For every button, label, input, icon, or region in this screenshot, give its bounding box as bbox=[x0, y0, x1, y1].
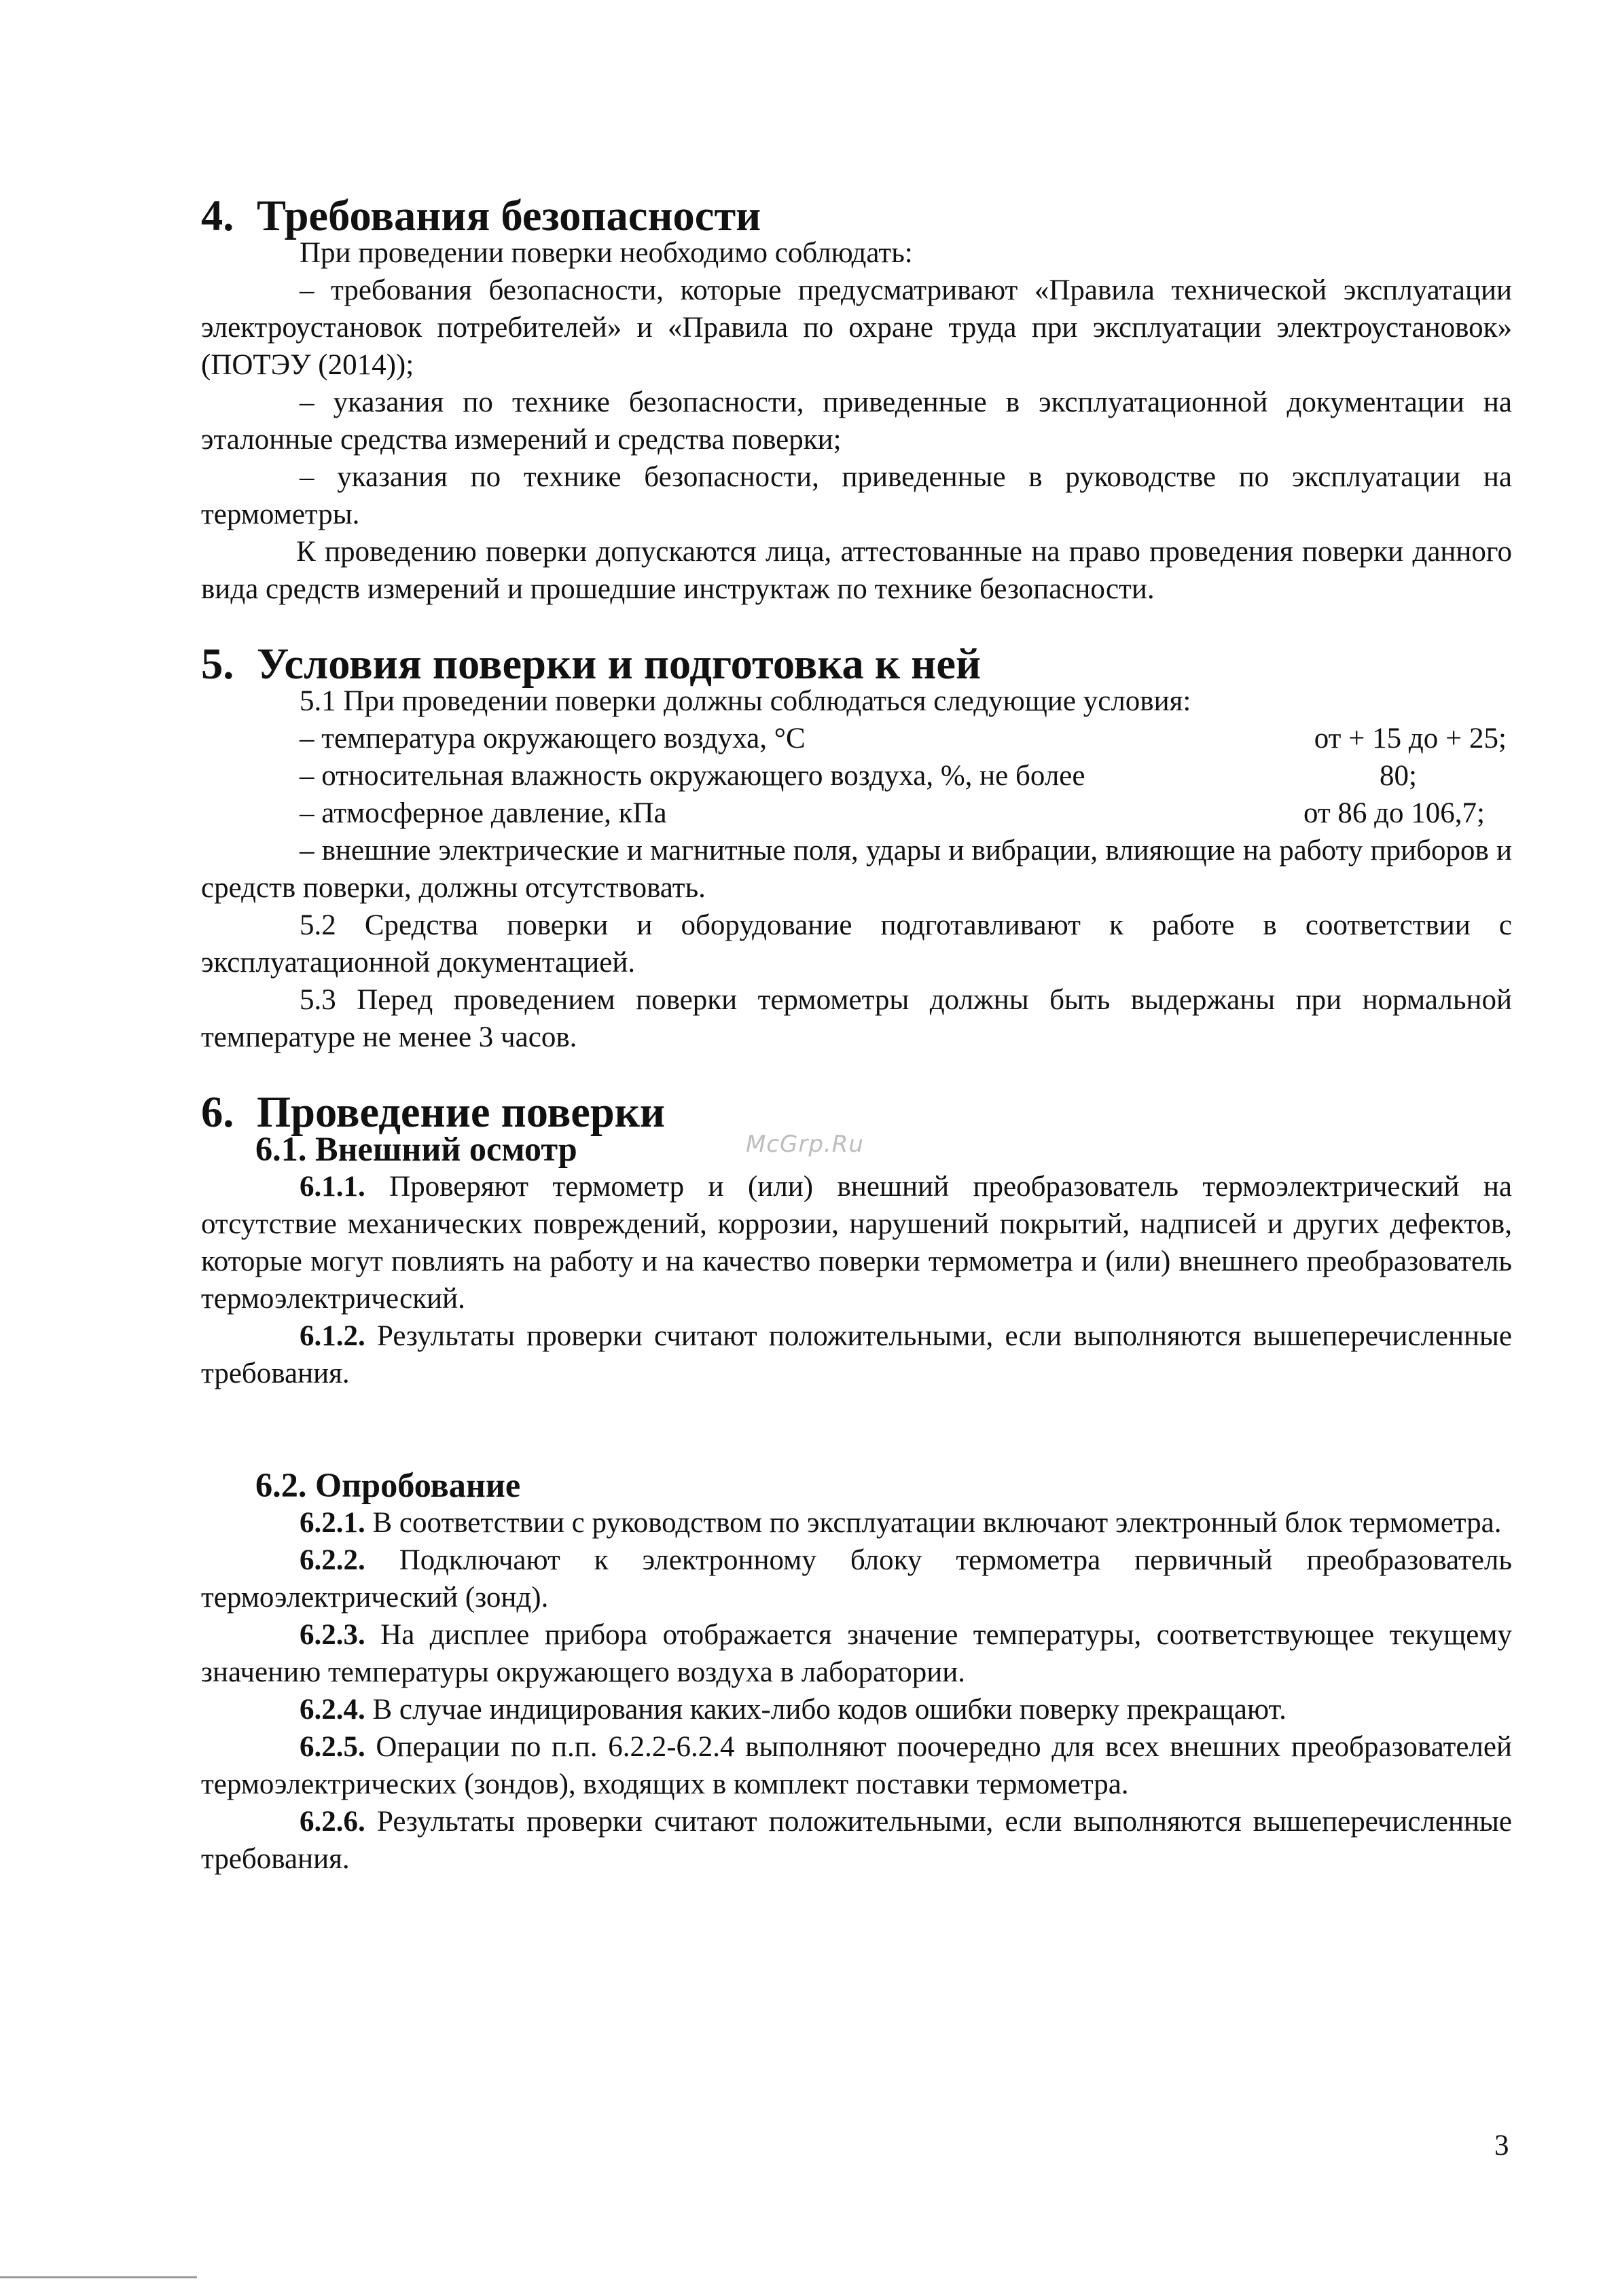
section-6-number: 6. bbox=[201, 1088, 234, 1136]
clause-text: В случае индицирования каких-либо кодов ошибки поверку прекращают. bbox=[365, 1694, 1286, 1726]
subsection-6-2-heading: 6.2. Опробование bbox=[255, 1466, 521, 1504]
section-4-intro: При проведении поверки необходимо соблюдать: bbox=[300, 237, 913, 269]
subsection-6-1-heading: 6.1. Внешний осмотр bbox=[255, 1130, 577, 1168]
section-4-heading bbox=[201, 192, 1512, 240]
clause-text: Результаты проверки считают положительными, если выполняются вышеперечисленные требования. bbox=[201, 1320, 1512, 1389]
condition-row bbox=[201, 795, 1512, 832]
condition-value: 80; bbox=[1380, 760, 1417, 792]
section-4-item: – требования безопасности, которые предусматривают «Правила технической эксплуатации электроустановок потребителей» и «Правила по охране труда при эксплуатации электроустановок» (ПОТЭУ (2014)); bbox=[201, 274, 1512, 381]
clause-number: 6.2.2. bbox=[300, 1544, 365, 1576]
clause-6-2-5 bbox=[201, 1728, 1512, 1803]
clause-text: На дисплее прибора отображается значение температуры, соответствующее текущему значению температуры окружающего воздуха в лаборатории. bbox=[201, 1619, 1512, 1688]
section-4-item: – указания по технике безопасности, приведенные в руководстве по эксплуатации на термометры. bbox=[201, 461, 1512, 530]
clause-6-2-4 bbox=[201, 1691, 1512, 1728]
condition-value: от 86 до 106,7; bbox=[1303, 797, 1485, 829]
clause-6-2-6 bbox=[201, 1803, 1512, 1878]
section-5-number: 5. bbox=[201, 640, 234, 688]
watermark: McGrp.Ru bbox=[746, 1131, 864, 1158]
clause-text: Результаты проверки считают положительными, если выполняются вышеперечисленные требования. bbox=[201, 1806, 1512, 1875]
clause-number: 6.1.2. bbox=[300, 1320, 365, 1352]
scan-edge-line bbox=[0, 2276, 197, 2278]
section-4-closing: К проведению поверки допускаются лица, аттестованные на право проведения поверки данного вида средств измерений и прошедшие инструктаж по технике безопасности. bbox=[201, 536, 1512, 605]
section-6-heading bbox=[201, 1088, 1512, 1136]
clause-text: Операции по п.п. 6.2.2-6.2.4 выполняют поочередно для всех внешних преобразователей термоэлектрических (зондов), входящих в комплект поставки термометра. bbox=[201, 1731, 1512, 1800]
section-4-number: 4. bbox=[201, 192, 234, 240]
condition-fields: – внешние электрические и магнитные поля, удары и вибрации, влияющие на работу приборов и средств поверки, должны отсутствовать. bbox=[201, 835, 1512, 904]
condition-value: от + 15 до + 25; bbox=[1314, 723, 1507, 754]
section-5-title: Условия поверки и подготовка к ней bbox=[257, 640, 982, 688]
clause-6-1-1 bbox=[201, 1168, 1512, 1317]
clause-5-1: 5.1 При проведении поверки должны соблюдаться следующие условия: bbox=[300, 685, 1191, 717]
page-number: 3 bbox=[1494, 2130, 1509, 2162]
section-4-item: – указания по технике безопасности, приведенные в эксплуатационной документации на эталонные средства измерений и средства поверки; bbox=[201, 386, 1512, 456]
condition-label: – относительная влажность окружающего воздуха, %, не более bbox=[300, 760, 1085, 792]
clause-number: 6.2.3. bbox=[300, 1619, 365, 1651]
condition-label: – температура окружающего воздуха, °С bbox=[300, 723, 806, 754]
clause-text: Подключают к электронному блоку термометра первичный преобразователь термоэлектрический (зонд). bbox=[201, 1544, 1512, 1614]
clause-text: Проверяют термометр и (или) внешний преобразователь термоэлектрический на отсутствие механических повреждений, коррозии, нарушений покрытий, надписей и других дефектов, которые могут повлиять на работу и на качество поверки термометра и (или) внешнего преобразователь термоэлектрический. bbox=[201, 1171, 1512, 1315]
condition-label: – атмосферное давление, кПа bbox=[300, 797, 667, 829]
section-4-title: Требования безопасности bbox=[257, 192, 761, 240]
clause-6-2-2 bbox=[201, 1542, 1512, 1616]
clause-6-2-1 bbox=[201, 1504, 1512, 1542]
clause-number: 6.1.1. bbox=[300, 1171, 365, 1203]
clause-6-2-3 bbox=[201, 1616, 1512, 1691]
section-5-heading bbox=[201, 640, 1512, 688]
clause-text: В соответствии с руководством по эксплуатации включают электронный блок термометра. bbox=[365, 1507, 1502, 1539]
clause-number: 6.2.4. bbox=[300, 1694, 365, 1726]
section-6-title: Проведение поверки bbox=[257, 1088, 666, 1136]
clause-number: 6.2.1. bbox=[300, 1507, 365, 1539]
clause-5-2: 5.2 Средства поверки и оборудование подготавливают к работе в соответствии с эксплуатационной документацией. bbox=[201, 909, 1512, 979]
clause-number: 6.2.5. bbox=[300, 1731, 365, 1763]
clause-6-1-2 bbox=[201, 1317, 1512, 1392]
document-page bbox=[201, 192, 1512, 1878]
condition-row bbox=[201, 757, 1512, 795]
condition-row bbox=[201, 720, 1512, 757]
clause-5-3: 5.3 Перед проведением поверки термометры должны быть выдержаны при нормальной температуре не менее 3 часов. bbox=[201, 984, 1512, 1053]
clause-number: 6.2.6. bbox=[300, 1806, 365, 1838]
